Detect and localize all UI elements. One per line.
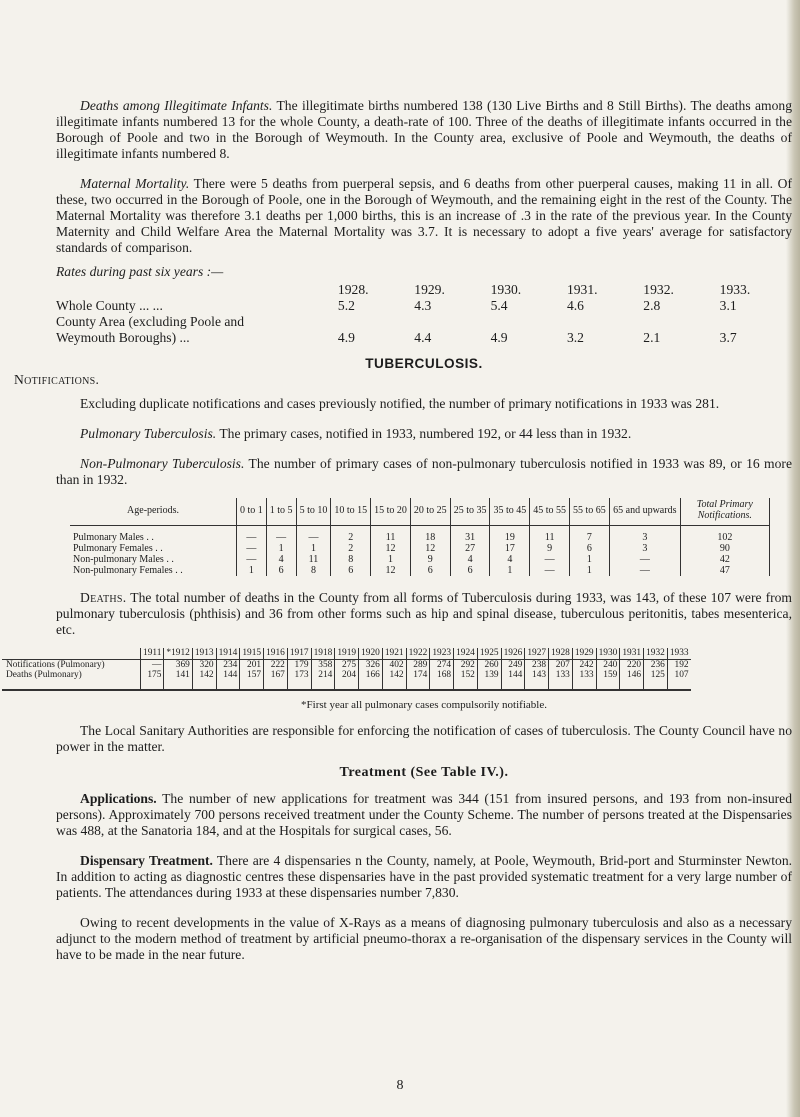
age-header: 0 to 1 xyxy=(237,498,267,526)
page-content xyxy=(6,98,793,963)
year-cell: 159 xyxy=(596,670,620,690)
rates-block xyxy=(56,264,792,346)
year-header: 1926 xyxy=(501,648,525,659)
tuberculosis-heading: TUBERCULOSIS. xyxy=(365,356,483,371)
year-cell: 146 xyxy=(620,670,644,690)
age-cell: — xyxy=(530,554,570,565)
year-cell: 326 xyxy=(359,659,383,670)
year-header: 1931 xyxy=(620,648,644,659)
year-cell: 192 xyxy=(667,659,690,670)
rates-year: 1932. xyxy=(643,282,674,297)
age-cell: — xyxy=(266,526,296,544)
year-header: 1915 xyxy=(240,648,264,659)
nonpulmonary-text: The number of primary cases of non-pulmonary tuberculosis notified in 1933 was 89, or 16 more than in 1932. xyxy=(56,456,792,487)
rates-value: 2.8 xyxy=(643,298,661,313)
age-header: 20 to 25 xyxy=(410,498,450,526)
dispensary-text: There are 4 dispensaries n the County, namely, at Poole, Weymouth, Brid-port and Sturminster Newton. In addition to acting as diagnostic centres these dispensaries have in the past provided systematic treatment for a very large number of patients. The attendances during 1933 at these dispensaries number 7,830. xyxy=(56,852,793,900)
year-header: 1932 xyxy=(644,648,668,659)
year-cell: 320 xyxy=(192,659,216,670)
age-row-label: Pulmonary Females . . xyxy=(73,543,163,554)
age-header: 35 to 45 xyxy=(490,498,530,526)
rates-row-label: County Area (excluding Poole and xyxy=(56,314,245,329)
illegitimate-title: Deaths among Illegitimate Infants. xyxy=(80,98,273,113)
pulmonary-title: Pulmonary Tuberculosis. xyxy=(80,426,217,441)
illegitimate-text: The illegitimate births numbered 138 (130 Live Births and 8 Still Births). The deaths among illegitimate infants numbered 13 for the whole County, a death-rate of 100. Three of the deaths of illegitimate infants occurred in the Borough of Poole and two in the Borough of Weymouth. In the County area, exclusive of Poole and Weymouth, the deaths of illegitimate infants numbered 8. xyxy=(56,98,792,161)
age-header: 65 and upwards xyxy=(609,498,680,526)
year-cell: 369 xyxy=(164,659,192,670)
age-cell: 12 xyxy=(371,543,411,554)
year-cell: 242 xyxy=(572,659,596,670)
rates-row xyxy=(56,314,792,330)
year-row-label: Deaths (Pulmonary) xyxy=(2,670,141,690)
year-cell: 220 xyxy=(620,659,644,670)
year-cell: 402 xyxy=(382,659,406,670)
year-header: 1928 xyxy=(549,648,573,659)
deaths-text: The total number of deaths in the County from all forms of Tuberculosis during 1933, was 143, of these 107 were from pulmonary tuberculosis (phthisis) and 36 from other forms such as hip and spinal disease, tuberculous peritonitis, tabes mesenterica, etc. xyxy=(56,590,793,637)
age-header: 10 to 15 xyxy=(331,498,371,526)
xray-paragraph: Owing to recent developments in the value of X-Rays as a means of diagnosing pulmonary tuberculosis and also as a necessary adjunct to the modern method of treatment by artificial pneumo-thorax a re-organisation of the dispensary services in the County will have to be made in the near future. xyxy=(56,914,792,962)
rates-year-row xyxy=(56,282,792,298)
year-header: 1914 xyxy=(216,648,240,659)
year-table-footnote: *First year all pulmonary cases compulsorily notifiable. xyxy=(301,698,547,711)
age-cell: 2 xyxy=(331,526,371,544)
rates-value: 3.7 xyxy=(719,330,737,345)
year-cell: 143 xyxy=(525,670,549,690)
year-header: *1912 xyxy=(164,648,192,659)
maternal-paragraph xyxy=(56,176,792,256)
year-cell: 175 xyxy=(141,670,164,690)
rates-value: 4.9 xyxy=(337,330,355,345)
age-cell: — xyxy=(237,543,267,554)
rates-value: 5.2 xyxy=(337,298,355,313)
rates-title: Rates during past six years :— xyxy=(56,264,224,279)
age-cell: 8 xyxy=(296,565,331,576)
pulmonary-text: The primary cases, notified in 1933, numbered 192, or 44 less than in 1932. xyxy=(219,426,632,441)
age-row-label: Non-pulmonary Males . . xyxy=(73,554,174,565)
year-row xyxy=(2,659,691,670)
age-cell: 9 xyxy=(530,543,570,554)
age-cell: — xyxy=(237,554,267,565)
rates-year: 1930. xyxy=(490,282,522,297)
age-cell: 1 xyxy=(570,554,610,565)
rates-row-label: Weymouth Boroughs) ... xyxy=(56,330,190,345)
rates-row-label: Whole County ... ... xyxy=(56,298,163,313)
year-cell: 141 xyxy=(164,670,192,690)
rates-value: 4.6 xyxy=(566,298,584,313)
rates-row xyxy=(56,298,792,314)
nonpulmonary-title: Non-Pulmonary Tuberculosis. xyxy=(80,456,245,471)
year-header: 1913 xyxy=(192,648,216,659)
year-cell: — xyxy=(141,659,164,670)
year-cell: 240 xyxy=(596,659,620,670)
age-cell: 6 xyxy=(266,565,296,576)
applications-title: Applications. xyxy=(80,790,157,806)
age-row-label: Pulmonary Males . . xyxy=(73,532,154,543)
year-cell: 133 xyxy=(572,670,596,690)
deaths-title: Deaths. xyxy=(80,590,127,605)
year-header: 1920 xyxy=(359,648,383,659)
nonpulmonary-paragraph xyxy=(56,456,792,488)
rates-year: 1929. xyxy=(414,282,445,297)
year-cell: 152 xyxy=(454,670,478,690)
age-cell: 1 xyxy=(296,543,331,554)
year-cell: 236 xyxy=(644,659,668,670)
age-row-label: Non-pulmonary Females . . xyxy=(73,565,183,576)
age-cell: 11 xyxy=(530,526,570,544)
age-table-label-header: Age-periods. xyxy=(70,498,237,526)
year-cell: 157 xyxy=(240,670,264,690)
age-cell: 11 xyxy=(371,526,411,544)
year-cell: 292 xyxy=(454,659,478,670)
age-header: Total Primary Notifications. xyxy=(680,498,769,526)
local-authorities-paragraph: The Local Sanitary Authorities are responsible for enforcing the notification of cases of tuberculosis. The County Council have no power in the matter. xyxy=(56,722,792,754)
notifications-paragraph: Excluding duplicate notifications and cases previously notified, the number of primary notifications in 1933 was 281. xyxy=(80,396,720,411)
age-cell: 1 xyxy=(371,554,411,565)
year-row-label: Notifications (Pulmonary) xyxy=(6,659,105,670)
maternal-text: There were 5 deaths from puerperal sepsis, and 6 deaths from other puerperal causes, making 11 in all. Of these, two occurred in the Borough of Poole, one in the Borough of Weymouth, and the remaining eight in the rest of the County. The Maternal Mortality was therefore 3.1 deaths per 1,000 births, this is an increase of .3 in the rate of the previous year. In the County Maternity and Child Welfare Area the Maternal Mortality was 3.7. It is necessary to adopt a five years' average for satisfactory standards of comparison. xyxy=(56,176,792,255)
rates-value: 3.1 xyxy=(719,298,737,313)
age-cell: 4 xyxy=(490,554,530,565)
year-cell: 142 xyxy=(192,670,216,690)
year-cell: 275 xyxy=(335,659,359,670)
age-cell: — xyxy=(237,526,267,544)
age-cell: 3 xyxy=(609,526,680,544)
rates-value: 4.3 xyxy=(414,298,432,313)
illegitimate-paragraph xyxy=(56,98,792,162)
age-cell: 12 xyxy=(410,543,450,554)
rates-year: 1933. xyxy=(719,282,751,297)
applications-text: The number of new applications for treatment was 344 (151 from insured persons, and 193 from non-insured persons). Approximately 700 persons received treatment under the County Scheme. The number of persons treated at the Dispensaries was 488, at the Sanatoria 184, and at the Hospitals for surgical cases, 56. xyxy=(56,790,792,838)
year-cell: 289 xyxy=(406,659,430,670)
age-cell: 1 xyxy=(237,565,267,576)
age-cell: 11 xyxy=(296,554,331,565)
age-periods-table xyxy=(70,498,770,576)
age-cell: 3 xyxy=(609,543,680,554)
year-cell: 125 xyxy=(644,670,668,690)
year-header-row xyxy=(2,648,691,659)
age-cell: — xyxy=(530,565,570,576)
year-cell: 204 xyxy=(335,670,359,690)
age-table-row xyxy=(70,554,769,565)
year-row xyxy=(2,670,691,690)
year-cell: 358 xyxy=(311,659,335,670)
treatment-heading: Treatment (See Table IV.). xyxy=(339,764,509,780)
age-header: 45 to 55 xyxy=(530,498,570,526)
deaths-paragraph xyxy=(56,590,792,638)
age-cell: 17 xyxy=(490,543,530,554)
year-cell: 238 xyxy=(525,659,549,670)
maternal-title: Maternal Mortality. xyxy=(80,176,190,191)
age-cell: 8 xyxy=(331,554,371,565)
age-header: 25 to 35 xyxy=(450,498,490,526)
year-cell: 207 xyxy=(549,659,573,670)
age-cell: 6 xyxy=(450,565,490,576)
age-table-row xyxy=(70,565,769,576)
age-cell: 1 xyxy=(570,565,610,576)
age-cell: 27 xyxy=(450,543,490,554)
year-cell: 234 xyxy=(216,659,240,670)
year-header: 1919 xyxy=(335,648,359,659)
age-table-row xyxy=(70,543,769,554)
year-cell: 249 xyxy=(501,659,525,670)
rates-value: 2.1 xyxy=(643,330,661,345)
age-cell: 31 xyxy=(450,526,490,544)
age-cell: 12 xyxy=(371,565,411,576)
year-header: 1925 xyxy=(477,648,501,659)
year-header: 1923 xyxy=(430,648,454,659)
year-cell: 274 xyxy=(430,659,454,670)
year-cell: 142 xyxy=(382,670,406,690)
age-cell: 6 xyxy=(331,565,371,576)
dispensary-paragraph xyxy=(56,853,792,901)
age-cell: 102 xyxy=(680,526,769,544)
year-cell: 144 xyxy=(216,670,240,690)
age-cell: 6 xyxy=(570,543,610,554)
year-cell: 167 xyxy=(264,670,288,690)
year-header: 1922 xyxy=(406,648,430,659)
rates-value: 4.9 xyxy=(490,330,508,345)
rates-value: 3.2 xyxy=(566,330,584,345)
rates-value: 5.4 xyxy=(490,298,508,313)
year-cell: 214 xyxy=(311,670,335,690)
age-table-header xyxy=(70,498,769,526)
year-header: 1921 xyxy=(382,648,406,659)
rates-table xyxy=(56,282,792,346)
age-cell: 9 xyxy=(410,554,450,565)
year-cell: 179 xyxy=(287,659,311,670)
year-cell: 168 xyxy=(430,670,454,690)
year-header: 1918 xyxy=(311,648,335,659)
year-header: 1929 xyxy=(572,648,596,659)
rates-row xyxy=(56,330,792,346)
applications-paragraph xyxy=(56,791,792,839)
age-header: 15 to 20 xyxy=(371,498,411,526)
age-cell: 19 xyxy=(490,526,530,544)
year-cell: 166 xyxy=(359,670,383,690)
year-header: 1911 xyxy=(141,648,164,659)
year-cell: 201 xyxy=(240,659,264,670)
notifications-heading: Notifications. xyxy=(14,372,100,387)
age-cell: 90 xyxy=(680,543,769,554)
rates-year: 1931. xyxy=(566,282,598,297)
age-cell: 6 xyxy=(410,565,450,576)
age-cell: 1 xyxy=(490,565,530,576)
age-header: 1 to 5 xyxy=(266,498,296,526)
year-cell: 144 xyxy=(501,670,525,690)
year-header: 1917 xyxy=(287,648,311,659)
age-cell: 7 xyxy=(570,526,610,544)
age-cell: — xyxy=(296,526,331,544)
age-cell: — xyxy=(609,565,680,576)
age-cell: 4 xyxy=(266,554,296,565)
year-cell: 174 xyxy=(406,670,430,690)
year-cell: 260 xyxy=(477,659,501,670)
pulmonary-paragraph xyxy=(56,426,792,442)
year-cell: 173 xyxy=(287,670,311,690)
dispensary-title: Dispensary Treatment. xyxy=(80,852,213,868)
year-cell: 133 xyxy=(549,670,573,690)
year-cell: 107 xyxy=(667,670,690,690)
age-header: 5 to 10 xyxy=(296,498,331,526)
year-cell: 222 xyxy=(264,659,288,670)
age-header: 55 to 65 xyxy=(570,498,610,526)
age-cell: 18 xyxy=(410,526,450,544)
year-header: 1924 xyxy=(454,648,478,659)
age-cell: 4 xyxy=(450,554,490,565)
year-header: 1930 xyxy=(596,648,620,659)
age-table-row xyxy=(70,526,769,544)
age-cell: 1 xyxy=(266,543,296,554)
year-header: 1916 xyxy=(264,648,288,659)
age-cell: 2 xyxy=(331,543,371,554)
page-number: 8 xyxy=(396,1078,404,1093)
age-cell: 42 xyxy=(680,554,769,565)
year-header: 1933 xyxy=(667,648,690,659)
age-cell: 47 xyxy=(680,565,769,576)
year-header: 1927 xyxy=(525,648,549,659)
rates-value: 4.4 xyxy=(414,330,432,345)
yearly-notifications-table xyxy=(2,648,691,691)
year-cell: 139 xyxy=(477,670,501,690)
rates-year: 1928. xyxy=(337,282,369,297)
age-cell: — xyxy=(609,554,680,565)
